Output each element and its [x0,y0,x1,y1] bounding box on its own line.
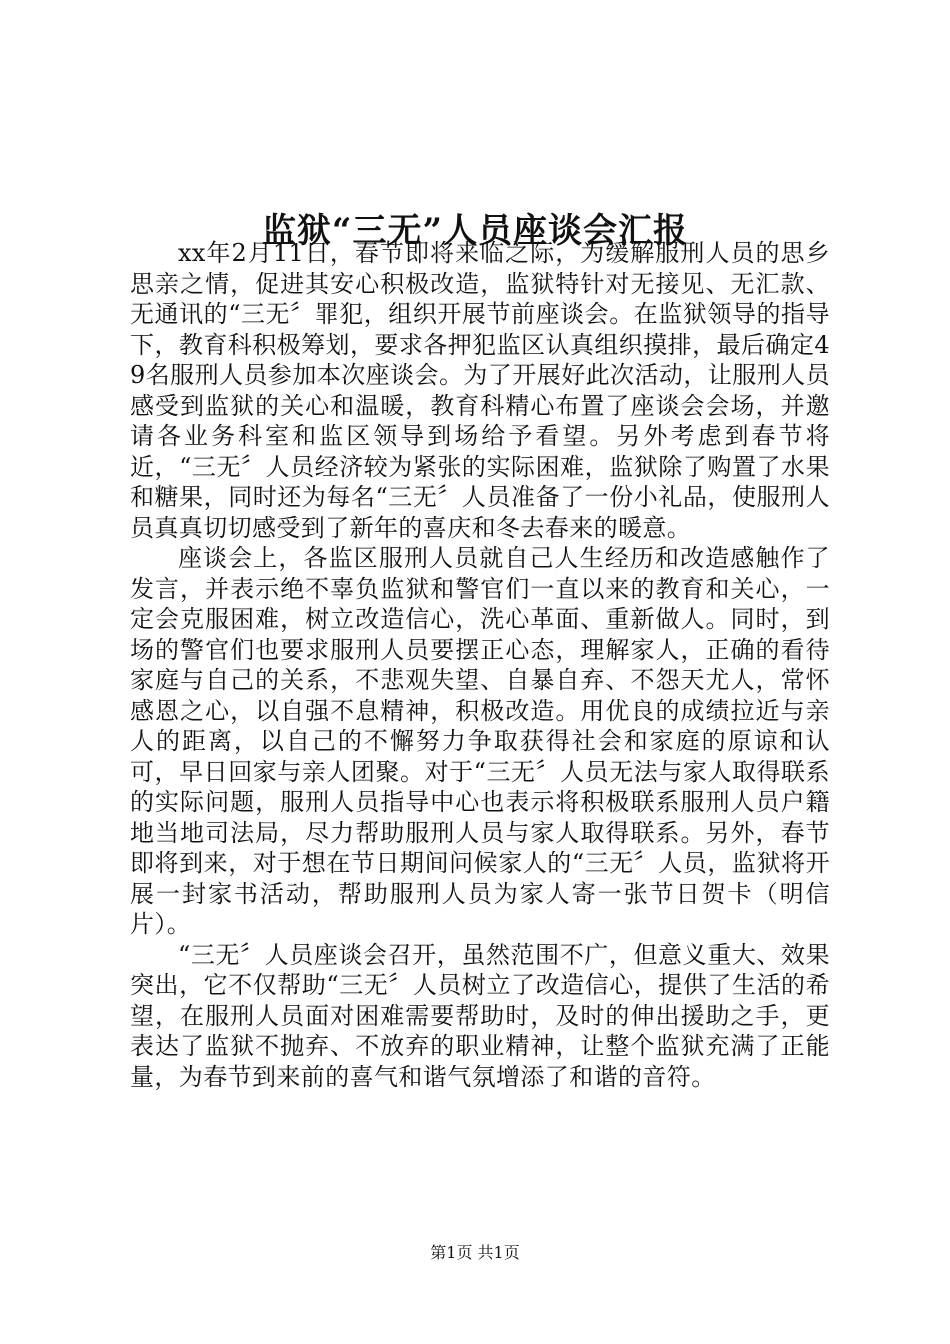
paragraph-1: xx年2月11日，春节即将来临之际，为缓解服刑人员的思乡思亲之情，促进其安心积极改造，监狱特针对无接见、无汇款、无通讯的“三无〞罪犯，组织开展节前座谈会。在监狱领导的指导下，教育科积极筹划，要求各押犯监区认真组织摸排，最后确定49名服刑人员参加本次座谈会。为了开展好此次活动，让服刑人员感受到监狱的关心和温暖，教育科精心布置了座谈会会场，并邀请各业务科室和监区领导到场给予看望。另外考虑到春节将近，“三无〞人员经济较为紧张的实际困难，监狱除了购置了水果和糖果，同时还为每名“三无〞人员准备了一份小礼品，使服刑人员真真切切感受到了新年的喜庆和冬去春来的暖意。 [130,239,830,542]
document-title: 监狱“三无”人员座谈会汇报 [261,210,689,251]
page-footer: 第1页 共1页 [430,1243,520,1262]
document-body [130,238,830,1092]
paragraph-3: “三无〞人员座谈会召开，虽然范围不广，但意义重大、效果突出，它不仅帮助“三无〞人员树立了改造信心，提供了生活的希望，在服刑人员面对困难需要帮助时，及时的伸出援助之手，更表达了监狱不抛弃、不放弃的职业精神，让整个监狱充满了正能量，为春节到来前的喜气和谐气氛增添了和谐的音符。 [130,940,830,1091]
paragraph-2: 座谈会上，各监区服刑人员就自己人生经历和改造感触作了发言，并表示绝不辜负监狱和警官们一直以来的教育和关心，一定会克服困难，树立改造信心，洗心革面、重新做人。同时，到场的警官们也要求服刑人员要摆正心态，理解家人，正确的看待家庭与自己的关系，不悲观失望、自暴自弃、不怨天尤人，常怀感恩之心，以自强不息精神，积极改造。用优良的成绩拉近与亲人的距离，以自己的不懈努力争取获得社会和家庭的原谅和认可，早日回家与亲人团聚。对于“三无〞人员无法与家人取得联系的实际问题，服刑人员指导中心也表示将积极联系服刑人员户籍地当地司法局，尽力帮助服刑人员与家人取得联系。另外，春节即将到来，对于想在节日期间问候家人的“三无〞人员，监狱将开展一封家书活动，帮助服刑人员为家人寄一张节日贺卡（明信片）。 [130,544,830,938]
